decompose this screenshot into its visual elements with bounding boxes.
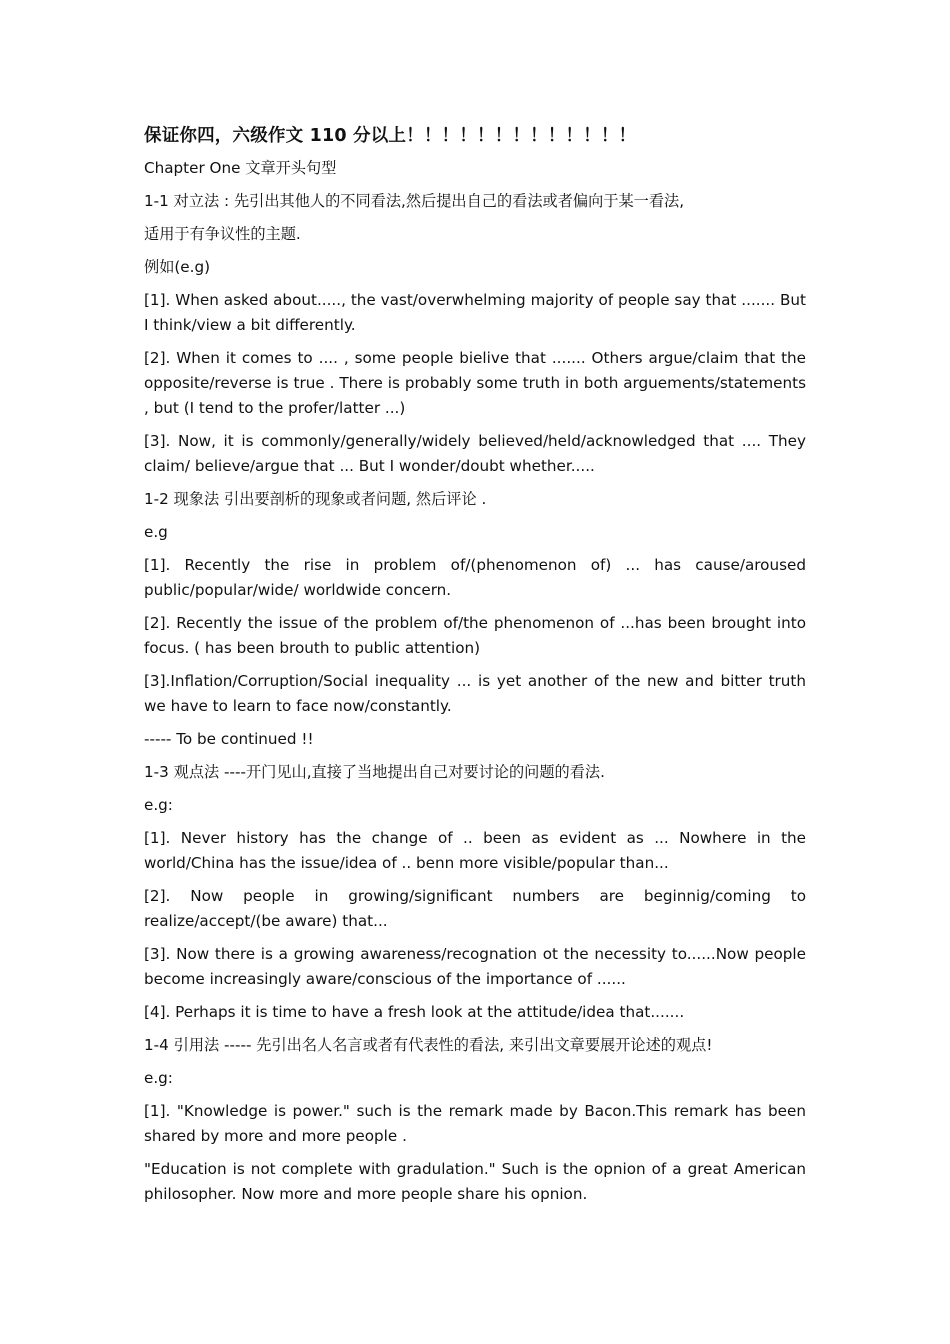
- document-page: [144, 122, 806, 1215]
- section-heading-1-3: 1-3 观点法 ----开门见山,直接了当地提出自己对要讨论的问题的看法.: [144, 763, 605, 781]
- document-title: 保证你四，六级作文 110 分以上！！！！！！！！！！！！！: [144, 126, 637, 146]
- example-paragraph: [2]. Now people in growing/significant numbers are beginnig/coming to realize/accept/(be aware) that...: [144, 887, 806, 930]
- example-paragraph: [1]. Never history has the change of .. been as evident as ... Nowhere in the world/China has the issue/idea of .. benn more visible/popular than...: [144, 829, 806, 872]
- chapter-heading: Chapter One 文章开头句型: [144, 159, 337, 177]
- example-paragraph: "Education is not complete with gradulation." Such is the opnion of a great American philosopher. Now more and more people share his opnion.: [144, 1160, 806, 1203]
- continued-note: ----- To be continued !!: [144, 730, 314, 748]
- example-label: e.g: [144, 523, 168, 541]
- example-label: 例如(e.g): [144, 258, 211, 276]
- section-heading-1-4: 1-4 引用法 ----- 先引出名人名言或者有代表性的看法, 来引出文章要展开论述的观点!: [144, 1036, 713, 1054]
- example-paragraph: [3].Inflation/Corruption/Social inequality ... is yet another of the new and bitter truth we have to learn to face now/constantly.: [144, 672, 806, 715]
- example-paragraph: [2]. When it comes to .... , some people bielive that ....... Others argue/claim that the opposite/reverse is true . There is probably some truth in both arguements/statements , but (I tend to the profer/latter ...): [144, 349, 806, 417]
- section-heading-1-2: 1-2 现象法 引出要剖析的现象或者问题, 然后评论 .: [144, 490, 487, 508]
- example-paragraph: [1]. "Knowledge is power." such is the remark made by Bacon.This remark has been shared by more and more people .: [144, 1102, 806, 1145]
- example-paragraph: [2]. Recently the issue of the problem of/the phenomenon of ...has been brought into focus. ( has been brouth to public attention): [144, 614, 806, 657]
- example-paragraph: [1]. Recently the rise in problem of/(phenomenon of) ... has cause/aroused public/popular/wide/ worldwide concern.: [144, 556, 806, 599]
- paragraph: 适用于有争议性的主题.: [144, 225, 301, 243]
- example-paragraph: [4]. Perhaps it is time to have a fresh look at the attitude/idea that.......: [144, 1003, 685, 1021]
- example-paragraph: [3]. Now, it is commonly/generally/widely believed/held/acknowledged that .... They claim/ believe/argue that ... But I wonder/doubt whether.....: [144, 432, 806, 475]
- section-heading-1-1: 1-1 对立法 : 先引出其他人的不同看法,然后提出自己的看法或者偏向于某一看法,: [144, 192, 685, 210]
- example-label: e.g:: [144, 1069, 173, 1087]
- example-label: e.g:: [144, 796, 173, 814]
- example-paragraph: [3]. Now there is a growing awareness/recognation ot the necessity to......Now people become increasingly aware/conscious of the importance of ......: [144, 945, 806, 988]
- example-paragraph: [1]. When asked about....., the vast/overwhelming majority of people say that ....... But I think/view a bit differently.: [144, 291, 806, 334]
